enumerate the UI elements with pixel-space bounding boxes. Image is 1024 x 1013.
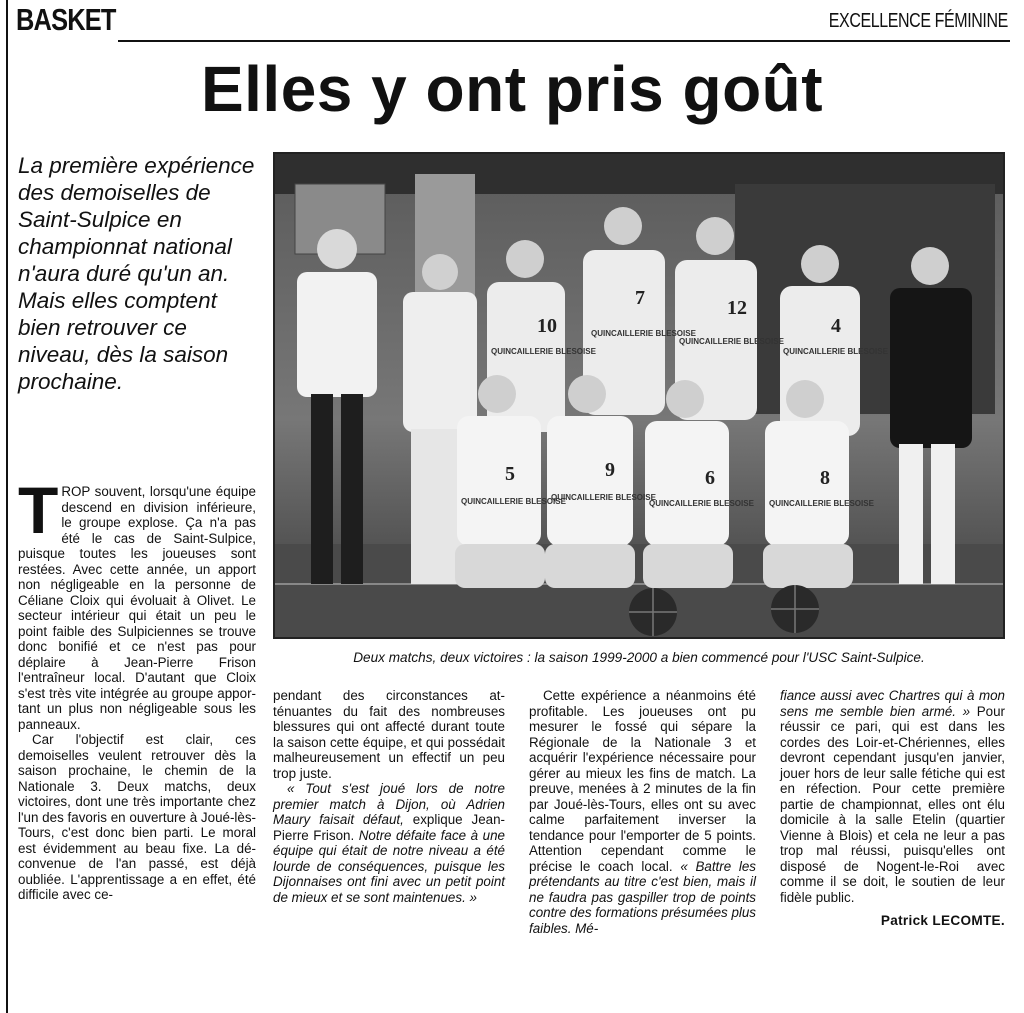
quote-text: Notre défaite face à une équipe qui était de notre niveau a été lourde de conséquences, puisque les Dijonnaises ont fini avec un petit point de mieux et se sont maintenues. » [273, 827, 505, 905]
paragraph-text: Pour réussir ce pari, qui est dans les cordes des Loir-et-Chériennes, elles devront cependant jusqu'en janvier, jouer hors de leur salle fétiche qui est en réfection. Pour cette première partie de championnat, elles ont élu domicile à la salle Etelin (quartier Vienne à Blois) et cela ne leur a pas trop mal réussi, puisqu'elles ont disposé de Nogent-le-Roi avec comme il se doit, le soutien de leur fidèle public. [780, 703, 1005, 905]
paragraph [780, 688, 1005, 905]
jersey-text: QUINCAILLERIE BLESOISE [679, 337, 784, 346]
paragraph [529, 688, 756, 936]
team-photo [273, 152, 1005, 639]
photo-caption: Deux matchs, deux victoires : la saison 1999-2000 a bien commencé pour l'USC Saint-Sulpice. [353, 650, 925, 665]
paragraph [273, 781, 505, 905]
drop-cap: T [18, 473, 59, 547]
jersey-text: QUINCAILLERIE BLESOISE [769, 499, 874, 508]
header-rule [118, 40, 1010, 42]
section-label: EXCELLENCE FÉMININE [828, 10, 1008, 32]
lede-paragraph: La première expérience des demoiselles de Saint-Sulpice en championnat national n'aura duré qu'un an. Mais elles comptent bien retrouver ce niveau, dès la saison prochaine. [18, 153, 255, 394]
jersey-number: 12 [727, 297, 747, 319]
article-column-2 [273, 688, 505, 905]
article-column-4 [780, 688, 1005, 929]
jersey-text: QUINCAILLERIE BLESOISE [591, 329, 696, 338]
rubric-label: BASKET [16, 2, 116, 37]
jersey-number: 9 [605, 459, 615, 481]
jersey-text: QUINCAILLERIE BLESOISE [783, 347, 888, 356]
jersey-text: QUINCAILLERIE BLESOISE [491, 347, 596, 356]
left-border-rule [6, 0, 8, 1013]
article-column-3 [529, 688, 756, 936]
paragraph-text: Cette expérience a néanmoins été profitable. Les joueuses ont pu mesurer le fossé qui sépare la Régionale de la Nationale 3 et acquérir l'expérience nécessaire pour gérer au mieux les fins de match. La preuve, menées à 2 minutes de la fin par Joué-lès-Tours, elles ont su avec calme parfaitement inverser la tendance pour l'emporter de 5 points. Attention cependant comme le précise le coach local. [529, 688, 756, 874]
paragraph [18, 473, 256, 732]
quote-text: « Tout s'est joué lors de notre premier match à Dijon, où Adrien Maury faisait défaut, [273, 781, 505, 827]
jersey-number: 8 [820, 467, 830, 489]
paragraph: pendant des circonstances atténuantes du fait des nombreuses blessures qui ont affecté durant toute la saison cette équipe, et qui possédait malheureusement un effectif un peu trop juste. [273, 688, 505, 781]
jersey-text: QUINCAILLERIE BLESOISE [461, 497, 566, 506]
jersey-number: 6 [705, 467, 715, 489]
headline: Elles y ont pris goût [200, 53, 824, 125]
jersey-number: 4 [831, 315, 841, 337]
jersey-text: QUINCAILLERIE BLESOISE [551, 493, 656, 502]
byline: Patrick LECOMTE. [880, 913, 1005, 928]
quote-text: « Battre les prétendants au titre c'est bien, mais il ne faudra pas gaspiller trop de points contre des formations présumées plus faibles. Mé- [529, 858, 757, 936]
jersey-number: 5 [505, 463, 515, 485]
quote-text: fiance aussi avec Chartres qui à mon sens me semble bien armé. » [780, 688, 1005, 719]
team-photo-illustration [275, 154, 1003, 637]
article-column-1 [18, 473, 256, 903]
jersey-number: 10 [537, 315, 557, 337]
paragraph: Car l'objectif est clair, ces demoiselles veulent retrouver dès la saison prochaine, le chemin de la Nationale 3. Deux matchs, deux victoires, dont une très importante chez l'un des favoris en ouverture à Joué-lès-Tours, c'est donc bien parti. Le moral est évidemment au beau fixe. La déconvenue de l'an passé, est déjà oubliée. L'apprentissage a en effet, été difficile avec ce- [18, 732, 256, 902]
jersey-text: QUINCAILLERIE BLESOISE [649, 499, 754, 508]
paragraph-text: ROP souvent, lorsqu'une équipe descend en division inférieure, le groupe explose. Ça n'a pas été le cas de Saint-Sulpice, puisque toutes les joueuses sont restées. Avec cette année, un apport non négligeable en la personne de Céliane Cloix qui évoluait à Olivet. Le secteur intérieur qui était un peu le point faible des Sulpiciennes se trouve donc bonifié et ce n'est pas pour déplaire à Jean-Pierre Frison l'entraîneur local. D'autant que Cloix s'est très vite intégrée au groupe apportant un plus non négligeable sous les panneaux. [18, 484, 256, 732]
attribution-text: explique Jean-Pierre Frison. [273, 812, 505, 843]
jersey-number: 7 [635, 287, 645, 309]
